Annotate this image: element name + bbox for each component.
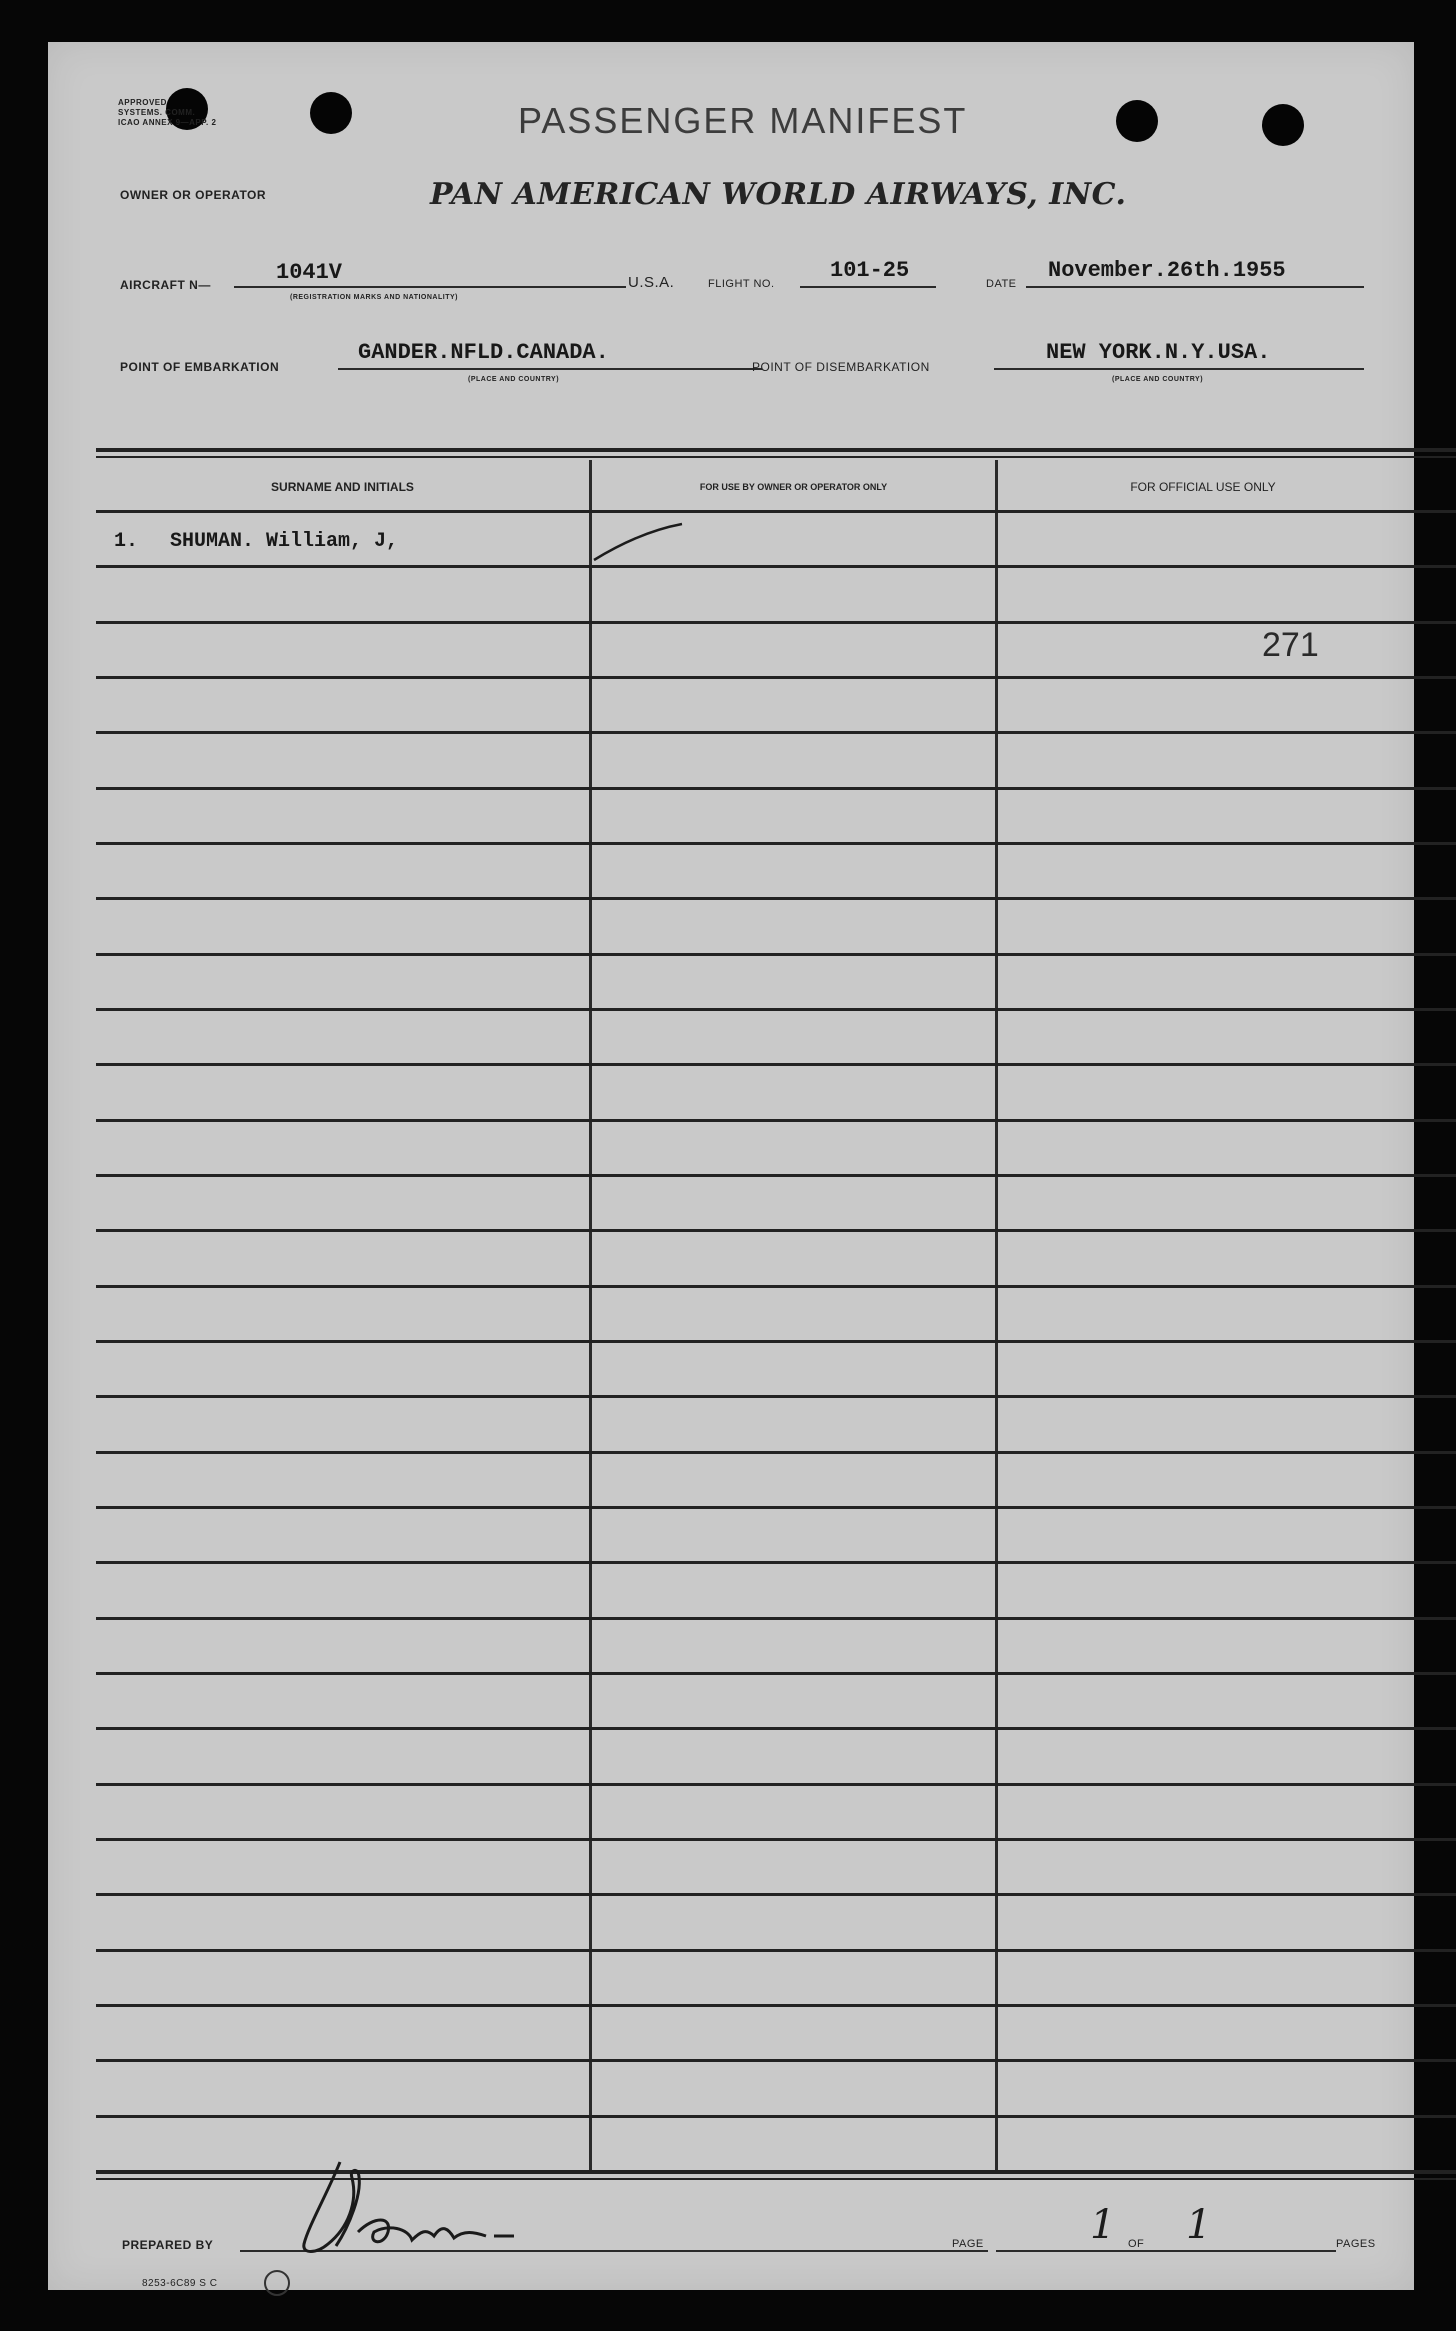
table-row-line: [96, 565, 1456, 568]
table-row-line: [96, 1008, 1456, 1011]
embarkation-value: GANDER.NFLD.CANADA.: [358, 340, 609, 365]
manifest-sheet: [48, 42, 1414, 2290]
table-top-rule: [96, 448, 1456, 452]
form-code-line-1: APPROVED: [118, 98, 167, 107]
table-row-line: [96, 1561, 1456, 1564]
table-top-rule-2: [96, 456, 1456, 458]
table-row-line: [96, 842, 1456, 845]
header-surname: SURNAME AND INITIALS: [271, 480, 414, 494]
aircraft-sublabel: (REGISTRATION MARKS AND NATIONALITY): [290, 294, 458, 301]
form-code-line-2: SYSTEMS. COMM.: [118, 108, 196, 117]
table-row-line: [96, 2004, 1456, 2007]
date-value: November.26th.1955: [1048, 258, 1286, 283]
header-owner-use: FOR USE BY OWNER OR OPERATOR ONLY: [699, 482, 888, 492]
flight-underline: [800, 286, 936, 288]
prepared-by-label: PREPARED BY: [122, 2238, 214, 2252]
column-divider-2: [995, 460, 998, 2172]
punch-hole-4: [1262, 104, 1304, 146]
page-title: PASSENGER MANIFEST: [518, 100, 968, 141]
owner-label: OWNER OR OPERATOR: [120, 188, 267, 202]
signature-icon: [288, 2132, 628, 2262]
embarkation-label: POINT OF EMBARKATION: [120, 360, 280, 374]
embarkation-underline: [338, 368, 762, 370]
disembarkation-value: NEW YORK.N.Y.USA.: [1046, 340, 1271, 365]
table-row-line: [96, 1949, 1456, 1952]
table-row-line: [96, 510, 1456, 513]
date-underline: [1026, 286, 1364, 288]
table-row-line: [96, 953, 1456, 956]
check-mark-icon: [590, 518, 710, 568]
table-row-line: [96, 731, 1456, 734]
aircraft-underline: [234, 286, 626, 288]
disembarkation-label: POINT OF DISEMBARKATION: [752, 360, 930, 374]
table-row-line: [96, 621, 1456, 624]
table-row-line: [96, 1229, 1456, 1232]
table-row-line: [96, 1506, 1456, 1509]
of-label: OF: [1128, 2238, 1145, 2250]
table-row-line: [96, 1285, 1456, 1288]
owner-value: PAN AMERICAN WORLD AIRWAYS, INC.: [430, 177, 1127, 212]
page-value: 1: [1090, 2202, 1116, 2248]
official-number: 271: [1262, 626, 1319, 664]
table-row-line: [96, 1617, 1456, 1620]
table-row-line: [96, 1395, 1456, 1398]
header-official-use: FOR OFFICIAL USE ONLY: [1130, 480, 1276, 494]
table-row-line: [96, 1340, 1456, 1343]
table-row-line: [96, 2115, 1456, 2118]
column-divider-1: [589, 460, 592, 2172]
page-underline: [996, 2250, 1336, 2252]
punch-hole-2: [310, 92, 352, 134]
entry-name: SHUMAN. William, J,: [170, 530, 399, 553]
table-row-line: [96, 1838, 1456, 1841]
disembarkation-underline: [994, 368, 1364, 370]
union-label-icon: [264, 2270, 290, 2296]
form-code: [118, 98, 216, 128]
entry-number: 1.: [114, 530, 139, 553]
table-row-line: [96, 1727, 1456, 1730]
table-row-line: [96, 1893, 1456, 1896]
table-row-line: [96, 2059, 1456, 2062]
table-row-line: [96, 1174, 1456, 1177]
aircraft-label: AIRCRAFT N—: [120, 278, 211, 292]
disembarkation-sublabel: (PLACE AND COUNTRY): [1112, 376, 1204, 383]
flight-label: FLIGHT NO.: [708, 278, 775, 290]
pages-label: PAGES: [1336, 2238, 1376, 2250]
table-row-line: [96, 1119, 1456, 1122]
table-row-line: [96, 1451, 1456, 1454]
aircraft-value: 1041V: [276, 260, 343, 285]
table-row-line: [96, 787, 1456, 790]
date-label: DATE: [986, 278, 1017, 290]
table-row-line: [96, 1783, 1456, 1786]
table-row-line: [96, 676, 1456, 679]
flight-value: 101-25: [830, 258, 910, 283]
form-code-line-3: ICAO ANNEX 9—APP. 2: [118, 118, 217, 127]
table-row-line: [96, 1063, 1456, 1066]
table-row-line: [96, 897, 1456, 900]
of-value: 1: [1186, 2202, 1212, 2248]
table-row-line: [96, 1672, 1456, 1675]
page-label: PAGE: [952, 2238, 984, 2250]
embarkation-sublabel: (PLACE AND COUNTRY): [468, 376, 560, 383]
punch-hole-3: [1116, 100, 1158, 142]
form-number: 8253-6C89 S C: [142, 2278, 218, 2289]
aircraft-nationality: U.S.A.: [628, 274, 675, 291]
